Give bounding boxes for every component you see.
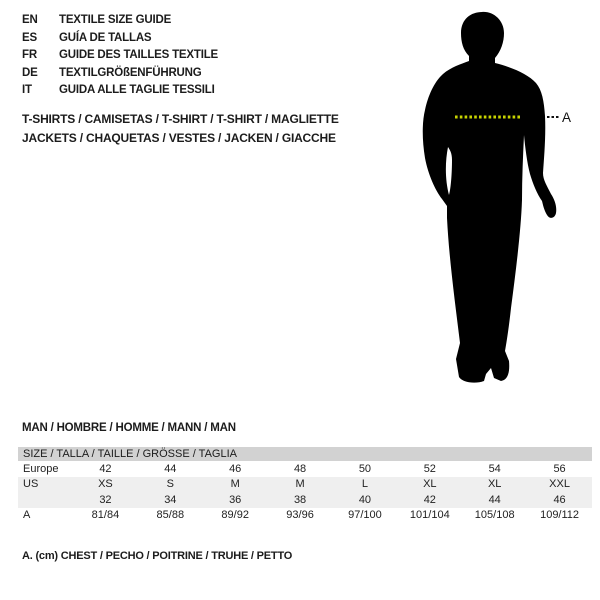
section-title-man: MAN / HOMBRE / HOMME / MANN / MAN — [22, 422, 236, 434]
size-cell: M — [295, 478, 305, 491]
size-cell: 97/100 — [348, 509, 382, 522]
row-label — [18, 492, 73, 508]
language-guide-list — [22, 12, 218, 100]
row-label: A — [23, 509, 31, 522]
size-cell: 101/104 — [409, 509, 450, 522]
language-label: TEXTILE SIZE GUIDE — [59, 14, 172, 26]
size-cell: 44 — [164, 462, 177, 475]
man-silhouette — [423, 12, 557, 383]
language-label: TEXTILGRÖßENFÜHRUNG — [59, 66, 202, 79]
language-code: DE — [22, 66, 38, 79]
size-cell: 52 — [423, 462, 436, 475]
man-figure — [398, 6, 573, 388]
size-cell: 109/112 — [540, 509, 580, 522]
size-cell: 89/92 — [221, 509, 249, 522]
size-cell: XS — [98, 478, 113, 491]
language-code: ES — [22, 31, 37, 44]
row-label: US — [23, 478, 39, 491]
language-code: EN — [22, 14, 38, 26]
size-cell: 42 — [423, 493, 436, 506]
measure-label-a: A — [562, 110, 572, 125]
garment-types — [22, 110, 339, 148]
row-label: Europe — [23, 462, 59, 475]
size-cell: 36 — [229, 493, 242, 506]
man-silhouette-svg — [398, 6, 573, 388]
size-cell: 38 — [293, 493, 307, 506]
list-item — [22, 12, 218, 30]
size-cell: 46 — [229, 462, 242, 475]
language-code: IT — [22, 84, 32, 96]
size-cell: 56 — [553, 462, 566, 475]
size-cell: 40 — [358, 493, 372, 506]
size-cell: 81/84 — [91, 509, 120, 522]
size-cell: 85/88 — [156, 509, 185, 522]
table-row-europe — [18, 461, 592, 477]
size-cell: 93/96 — [286, 509, 314, 522]
table-row-uk-numeric — [18, 492, 592, 508]
list-item — [22, 82, 218, 100]
list-item — [22, 65, 218, 83]
size-cell: XXL — [549, 478, 570, 491]
size-cell: S — [166, 478, 174, 491]
size-cell: XL — [487, 478, 502, 491]
measurement-footnote: A. (cm) CHEST / PECHO / POITRINE / TRUHE / PETTO — [22, 550, 293, 562]
table-row-chest-a — [18, 508, 592, 524]
language-label: GUÍA DE TALLAS — [59, 31, 152, 44]
size-cell: 44 — [488, 493, 501, 506]
table-row-us — [18, 477, 592, 493]
size-cell: 46 — [553, 493, 566, 506]
garment-line-jackets: JACKETS / CHAQUETAS / VESTES / JACKEN / GIACCHE — [22, 131, 336, 145]
size-cell: 32 — [99, 493, 112, 506]
size-table — [18, 447, 592, 523]
list-item — [22, 30, 218, 48]
size-cell: 48 — [293, 462, 307, 475]
language-label: GUIDA ALLE TAGLIE TESSILI — [59, 84, 215, 96]
size-table-header: SIZE / TALLA / TAILLE / GRÖSSE / TAGLIA — [18, 447, 592, 461]
size-cell: 105/108 — [474, 509, 515, 522]
size-cell: M — [230, 478, 240, 491]
list-item — [22, 47, 218, 65]
size-cell: 34 — [164, 493, 177, 506]
size-cell: 54 — [488, 462, 501, 475]
size-cell: 50 — [358, 462, 372, 475]
size-table-header-row — [18, 447, 592, 461]
language-label: GUIDE DES TAILLES TEXTILE — [59, 49, 218, 61]
size-cell: XL — [423, 478, 437, 491]
garment-line-tshirts: T-SHIRTS / CAMISETAS / T-SHIRT / T-SHIRT / MAGLIETTE — [22, 112, 339, 126]
language-code: FR — [22, 49, 37, 61]
size-cell: 42 — [99, 462, 112, 475]
size-cell: L — [361, 478, 368, 491]
